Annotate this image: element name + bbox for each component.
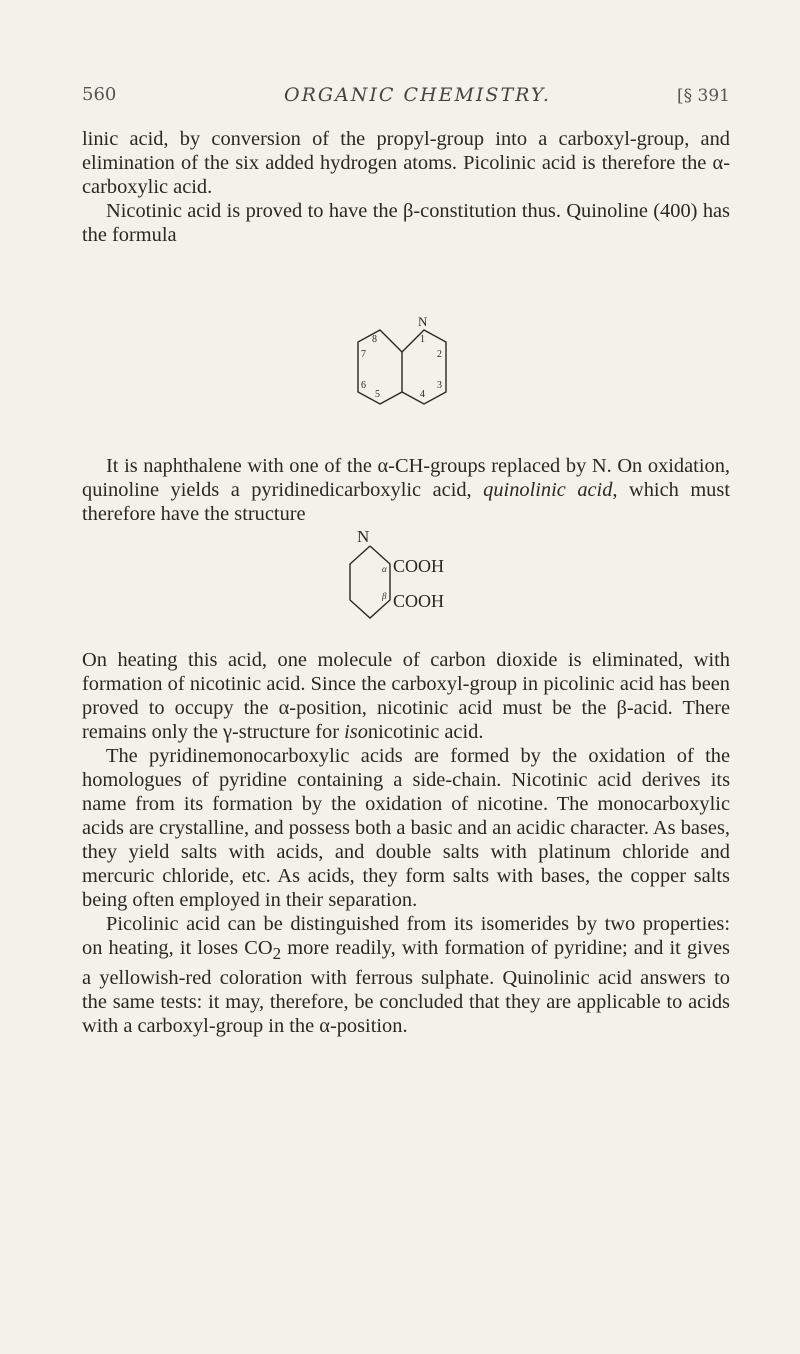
co2-subscript: 2 [272, 944, 282, 964]
position-4: 4 [420, 389, 425, 400]
text-block-top [82, 127, 730, 247]
nitrogen-label: N [418, 314, 428, 329]
paragraph-6-text-end: more readily, with formation of pyridine; and it gives a yellowish-red coloration with ferrous sulphate. Quinolinic acid answers to the same tests: it may, therefore, be concluded that they are applicable to acids with a carboxyl-group in the α-position. [82, 937, 730, 1038]
quinolinic-acid-structure [340, 530, 500, 634]
section-marker: [§ 391 [677, 86, 730, 106]
text-block-middle [82, 454, 730, 526]
paragraph-6-text: Picolinic acid can be distinguished from its isomerides by two properties: on heating, it loses CO [82, 913, 730, 959]
iso-prefix: iso [344, 721, 368, 743]
position-3: 3 [437, 380, 442, 391]
position-2: 2 [437, 349, 442, 360]
position-1: 1 [420, 334, 425, 345]
page-header [82, 84, 730, 114]
quinoline-structure [340, 310, 490, 449]
page-number: 560 [82, 84, 117, 105]
alpha-label: α [382, 564, 387, 574]
paragraph-4 [82, 648, 730, 744]
paragraph-5: The pyridinemonocarboxylic acids are formed by the oxidation of the homologues of pyridine containing a side-chain. Nicotinic acid derives its name from its formation by the oxidation of nicotine. The monocarboxylic acids are crystalline, and possess both a basic and an acidic character. As bases, they yield salts with acids, and double salts with platinum chloride and mercuric chloride, etc. As acids, they form salts with bases, the copper salts being often employed in their separation. [82, 745, 730, 911]
position-5: 5 [375, 389, 380, 400]
beta-label: β [382, 591, 387, 601]
paragraph-2: Nicotinic acid is proved to have the β-constitution thus. Quinoline (400) has the formula [82, 200, 730, 246]
paragraph-3 [82, 454, 730, 526]
position-6: 6 [361, 380, 366, 391]
paragraph-3-text-end: , which must therefore have the structure [82, 479, 730, 525]
position-8: 8 [372, 334, 377, 345]
paragraph-4-text-end: nicotinic acid. [367, 721, 484, 743]
text-block-bottom [82, 648, 730, 1038]
paragraph-1: linic acid, by conversion of the propyl-group into a carboxyl-group, and elimination of the six added hydrogen atoms. Picolinic acid is therefore the α-carboxylic acid. [82, 128, 730, 198]
running-title: ORGANIC CHEMISTRY. [284, 84, 551, 106]
carboxyl-group-alpha: COOH [393, 556, 445, 576]
paragraph-4-text: On heating this acid, one molecule of carbon dioxide is eliminated, with formation of nicotinic acid. Since the carboxyl-group in picolinic acid has been proved to occupy the α-position, nicotinic acid must be the β-acid. There remains only the γ-structure for [82, 649, 730, 743]
carboxyl-group-beta: COOH [393, 591, 445, 611]
quinoline-diagram [340, 310, 490, 445]
position-7: 7 [361, 349, 366, 360]
quinolinic-acid-diagram [340, 530, 500, 630]
nitrogen-label: N [357, 530, 370, 546]
quinolinic-acid-term: quinolinic acid [483, 479, 613, 501]
paragraph-6 [82, 912, 730, 1038]
paragraph-3-text: It is naphthalene with one of the α-CH-groups replaced by N. On oxidation, quinoline yields a pyridinedicarboxylic acid, [82, 455, 730, 501]
